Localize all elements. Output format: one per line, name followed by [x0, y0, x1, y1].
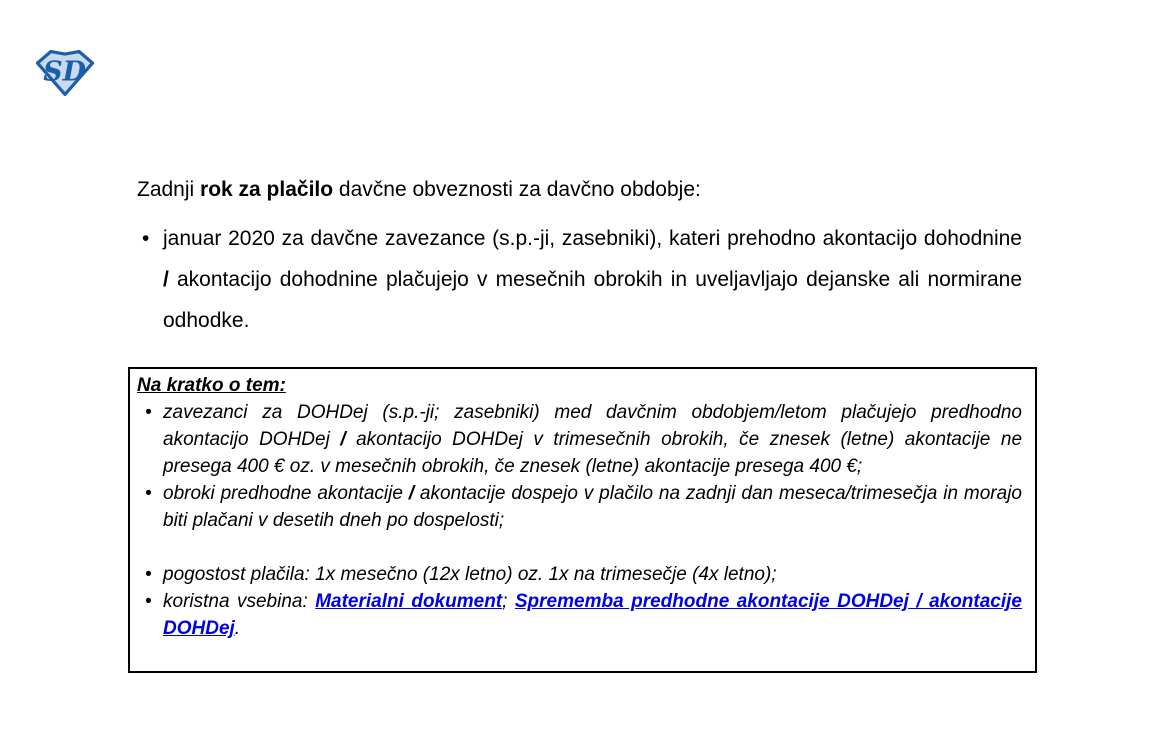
box-bullet-2-slash: / — [408, 483, 415, 504]
intro-prefix: Zadnji — [137, 178, 201, 201]
bullet-marker: • — [142, 227, 150, 250]
box-bullet-2-text — [163, 480, 1022, 534]
box-bullet-4-suffix: . — [234, 618, 241, 639]
summary-box — [128, 367, 1037, 673]
intro-bullet-item — [137, 218, 1022, 341]
intro-bullet-seg1: januar 2020 za davčne zavezance (s.p.-ji, zasebniki), kateri prehodno akontacijo dohodnine — [163, 227, 1022, 250]
box-bullet-1-seg2: akontacijo DOHDej v trimesečnih obrokih, če znesek (letne) akontacije ne presega 400 € oz. v mesečnih obrokih, če znesek (letne) akontacije presega 400 €; — [163, 429, 1023, 477]
box-bullet-1 — [137, 399, 1022, 480]
company-logo — [33, 47, 97, 97]
box-bullet-2 — [137, 480, 1022, 534]
bullet-marker: • — [145, 402, 152, 423]
intro-heading — [137, 176, 1022, 204]
intro-bullet-seg2: akontacijo dohodnine plačujejo v mesečnih obrokih in uveljavljajo dejanske ali normirane odhodke. — [163, 268, 1022, 332]
box-bullet-2-seg1: obroki predhodne akontacije — [163, 483, 409, 504]
link-sprememba-akontacije[interactable]: Sprememba predhodne akontacije DOHDej / akontacije DOHDej — [163, 591, 1022, 639]
box-title-text: Na kratko o tem: — [137, 375, 286, 396]
intro-bullet-slash: / — [163, 268, 169, 291]
logo-letters: SD — [43, 56, 86, 88]
box-bullet-1-seg1: zavezanci za DOHDej (s.p.-ji; zasebniki) med davčnim obdobjem/letom plačujejo predhodno akontacijo DOHDej — [163, 402, 1022, 450]
box-bullet-4 — [137, 588, 1022, 642]
box-bullet-2-seg2: akontacije dospejo v plačilo na zadnji dan meseca/trimesečja in morajo biti plačani v desetih dneh po dospelosti; — [163, 483, 1022, 531]
box-title — [137, 372, 1022, 399]
box-bullet-3-text: pogostost plačila: 1x mesečno (12x letno) oz. 1x na trimesečje (4x letno); — [163, 564, 777, 585]
box-bullet-3 — [137, 561, 1022, 588]
box-bullet-4-text — [163, 588, 1022, 642]
box-bullet-4-prefix: koristna vsebina: — [163, 591, 316, 612]
link-materialni-dokument[interactable]: Materialni dokument — [315, 591, 503, 612]
intro-bullet-text — [163, 218, 1022, 341]
sd-shield-icon — [33, 47, 97, 97]
box-bullet-1-slash: / — [340, 429, 346, 450]
main-content — [137, 176, 1022, 341]
bullet-marker: • — [145, 591, 152, 612]
intro-suffix: davčne obveznosti za davčno obdobje: — [333, 178, 701, 201]
box-bullet-1-text — [163, 399, 1022, 480]
blank-line — [137, 534, 1022, 561]
box-bullet-4-separator: ; — [502, 591, 515, 612]
bullet-marker: • — [145, 564, 152, 585]
intro-bold-phrase: rok za plačilo — [200, 178, 334, 201]
bullet-marker: • — [145, 483, 152, 504]
